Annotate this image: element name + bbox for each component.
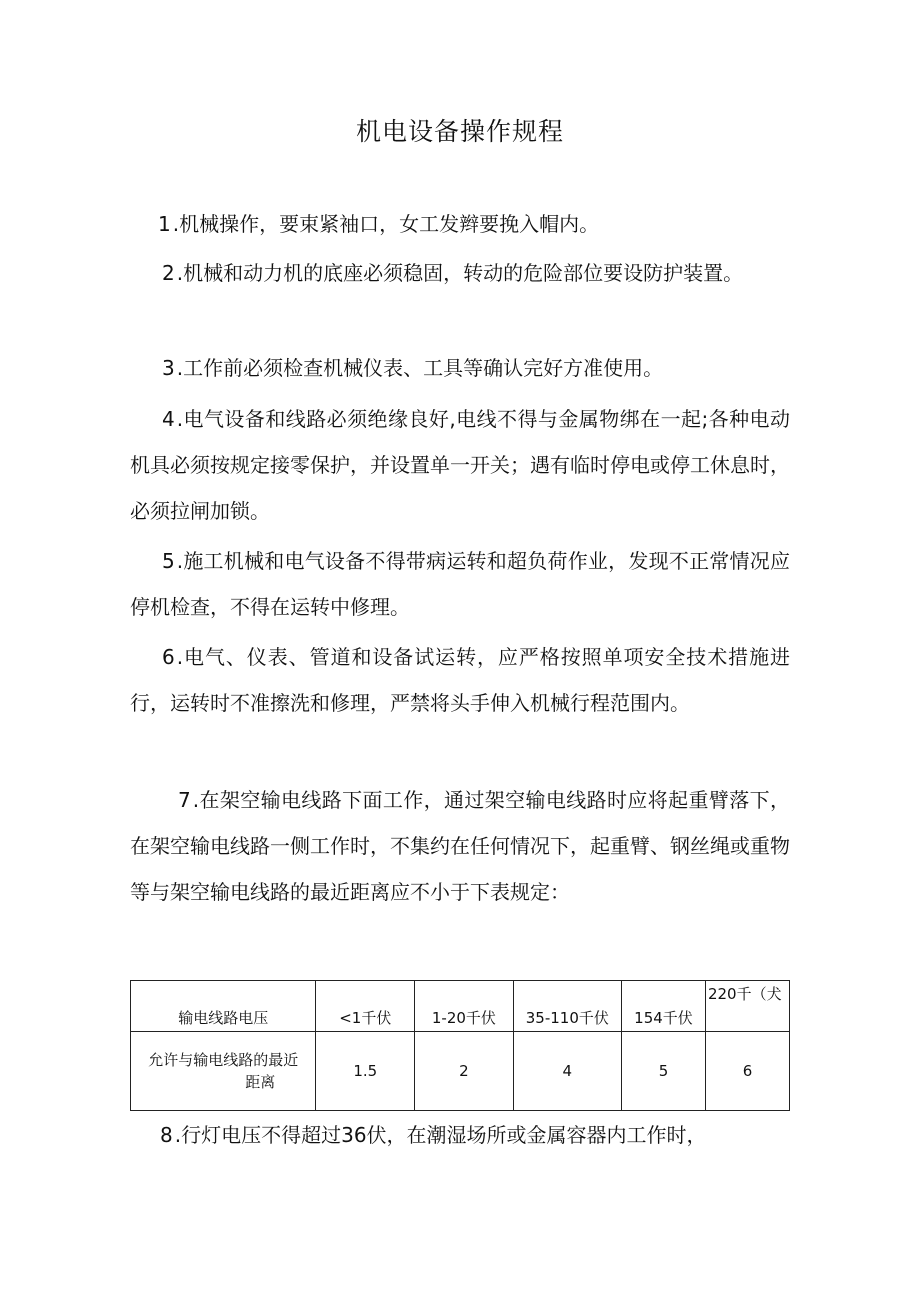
- rule-paragraph-4: [130, 396, 790, 534]
- rule-paragraph-3: [130, 345, 790, 391]
- rule-number: 8: [160, 1123, 173, 1147]
- rule-number: 3: [162, 356, 175, 380]
- rule-number: 6: [162, 645, 175, 669]
- table-cell: 5: [622, 1032, 706, 1111]
- table-row: [131, 1032, 790, 1111]
- rule-text: .行灯电压不得超过36伏，在潮湿场所或金属容器内工作时，: [174, 1123, 707, 1147]
- table-header-cell: 35-110千伏: [513, 981, 621, 1032]
- rule-text: .施工机械和电气设备不得带病运转和超负荷作业，发现不正常情况应停机检查，不得在运转中修理。: [130, 549, 790, 619]
- table-header-row: [131, 981, 790, 1032]
- rule-paragraph-5: [130, 538, 790, 630]
- table-header-cell: 220千（犬: [705, 981, 789, 1032]
- table-cell: 6: [705, 1032, 789, 1111]
- rule-text: .电气设备和线路必须绝缘良好,电线不得与金属物绑在一起;各种电动机具必须按规定接零保护，并设置单一开关；遇有临时停电或停工休息时，必须拉闸加锁。: [130, 407, 790, 523]
- rule-number: 7: [178, 788, 191, 812]
- rule-text: .工作前必须检查机械仪表、工具等确认完好方准使用。: [176, 356, 664, 380]
- rule-number: 5: [162, 549, 175, 573]
- rule-number: 4: [162, 407, 175, 431]
- rule-paragraph-7: [130, 777, 790, 915]
- table-cell: 4: [513, 1032, 621, 1111]
- rule-number: 1: [158, 212, 171, 236]
- row-label-line: 距离: [245, 1073, 276, 1091]
- rule-paragraph-8: [130, 1112, 790, 1158]
- table-header-cell: 输电线路电压: [131, 981, 316, 1032]
- table-row-label: [131, 1032, 316, 1111]
- table-header-cell: <1千伏: [316, 981, 415, 1032]
- rule-text: .机械和动力机的底座必须稳固，转动的危险部位要设防护装置。: [176, 261, 744, 285]
- rule-number: 2: [162, 261, 175, 285]
- table-header-cell: 1-20千伏: [415, 981, 513, 1032]
- rule-paragraph-2: [130, 250, 790, 296]
- row-label-line: 允许与输电线路的最近: [148, 1051, 299, 1069]
- rule-paragraph-6: [130, 634, 790, 726]
- rule-text: .在架空输电线路下面工作，通过架空输电线路时应将起重臂落下，在架空输电线路一侧工作时，不集约在任何情况下，起重臂、钢丝绳或重物等与架空输电线路的最近距离应不小于下表规定：: [130, 788, 790, 904]
- table-cell: 2: [415, 1032, 513, 1111]
- rule-text: .机械操作，要束紧袖口，女工发辫要挽入帽内。: [172, 212, 600, 236]
- table-cell: 1.5: [316, 1032, 415, 1111]
- rule-paragraph-1: [130, 201, 790, 247]
- clearance-distance-table: [130, 980, 790, 1111]
- document-title: 机电设备操作规程: [355, 117, 564, 146]
- table-header-cell: 154千伏: [622, 981, 706, 1032]
- rule-text: .电气、仪表、管道和设备试运转，应严格按照单项安全技术措施进行，运转时不准擦洗和修理，严禁将头手伸入机械行程范围内。: [130, 645, 790, 715]
